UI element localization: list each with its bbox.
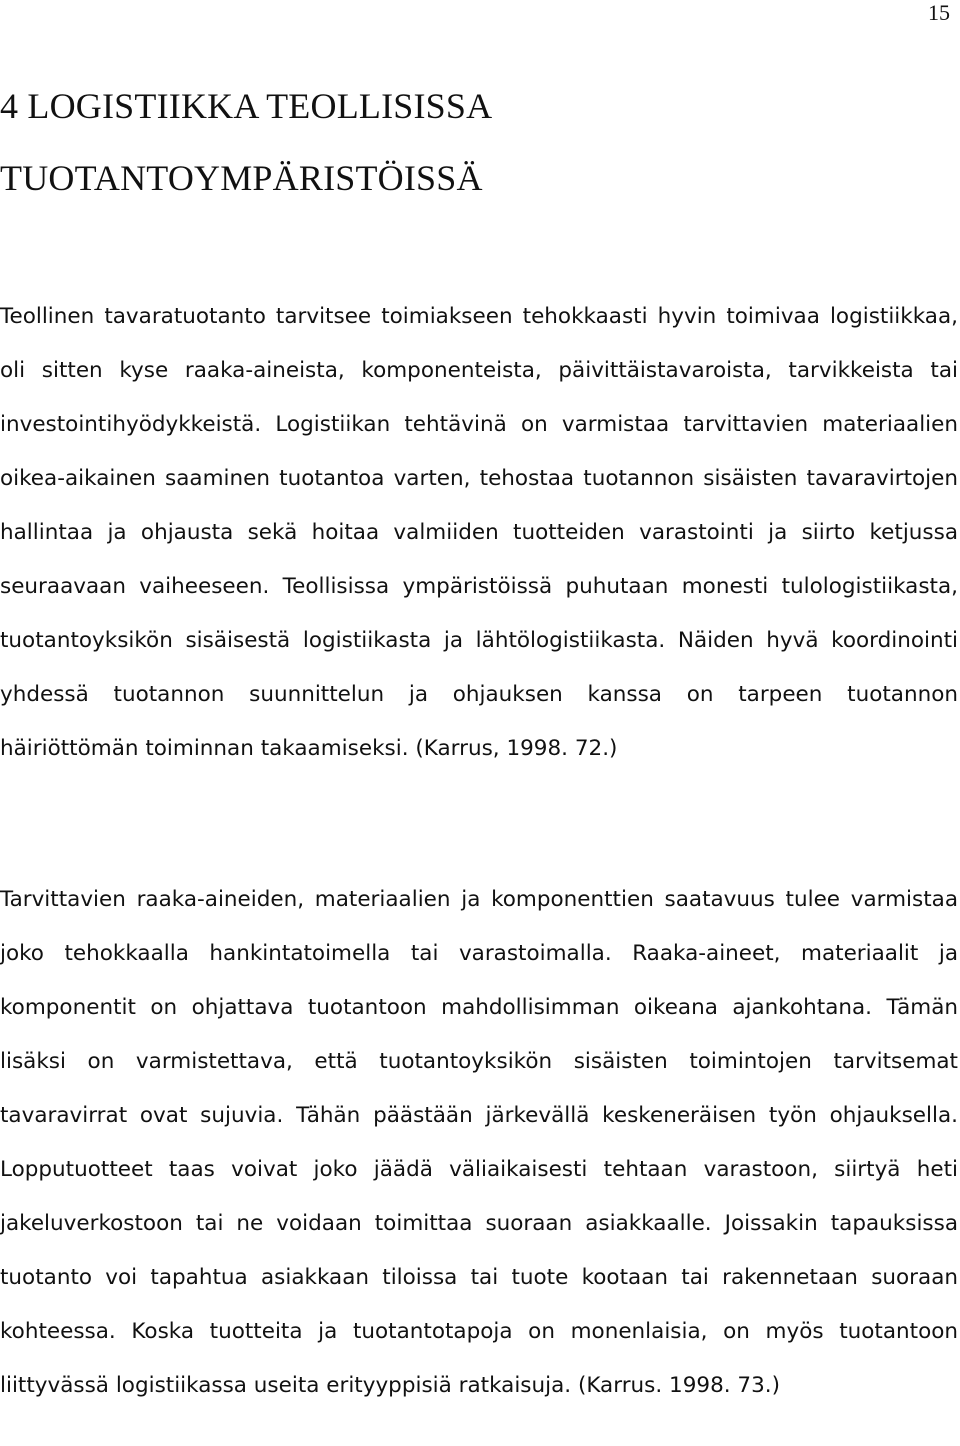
body-paragraph-1: Teollinen tavaratuotanto tarvitsee toimiakseen tehokkaasti hyvin toimivaa logistiikkaa, oli sitten kyse raaka-aineista, komponenteista, päivittäistavaroista, tarvikkeista tai investointihyödykkeistä. Logistiikan tehtävinä on varmistaa tarvittavien materiaalien oikea-aikainen saaminen tuotantoa varten, tehostaa tuotannon sisäisten tavaravirtojen hallintaa ja ohjausta sekä hoitaa valmiiden tuotteiden varastointi ja siirto ketjussa seuraavaan vaiheeseen. Teollisissa ympäristöissä puhutaan monesti tulologistiikasta, tuotantoyksikön sisäisestä logistiikasta ja lähtölogistiikasta. Näiden hyvä koordinointi yhdessä tuotannon suunnittelun ja ohjauksen kanssa on tarpeen tuotannon häiriöttömän toiminnan takaamiseksi. (Karrus, 1998. 72.): [0, 304, 958, 761]
body-paragraph-2: Tarvittavien raaka-aineiden, materiaalien ja komponenttien saatavuus tulee varmistaa joko tehokkaalla hankintatoimella tai varastoimalla. Raaka-aineet, materiaalit ja komponentit on ohjattava tuotantoon mahdollisimman oikeana ajankohtana. Tämän lisäksi on varmistettava, että tuotantoyksikön sisäisten toimintojen tarvitsemat tavaravirrat ovat sujuvia. Tähän päästään järkevällä keskeneräisen työn ohjauksella. Lopputuotteet taas voivat joko jäädä väliaikaisesti tehtaan varastoon, siirtyä heti jakeluverkostoon tai ne voidaan toimittaa suoraan asiakkaalle. Joissakin tapauksissa tuotanto voi tapahtua asiakkaan tiloissa tai tuote kootaan tai rakennetaan suoraan kohteessa. Koska tuotteita ja tuotantotapoja on monenlaisia, on myös tuotantoon liittyvässä logistiikassa useita erityyppisiä ratkaisuja. (Karrus. 1998. 73.): [0, 887, 958, 1398]
chapter-heading: 4 LOGISTIIKKA TEOLLISISSA TUOTANTOYMPÄRISTÖISSÄ: [0, 86, 491, 198]
page-number: 15: [928, 0, 950, 25]
